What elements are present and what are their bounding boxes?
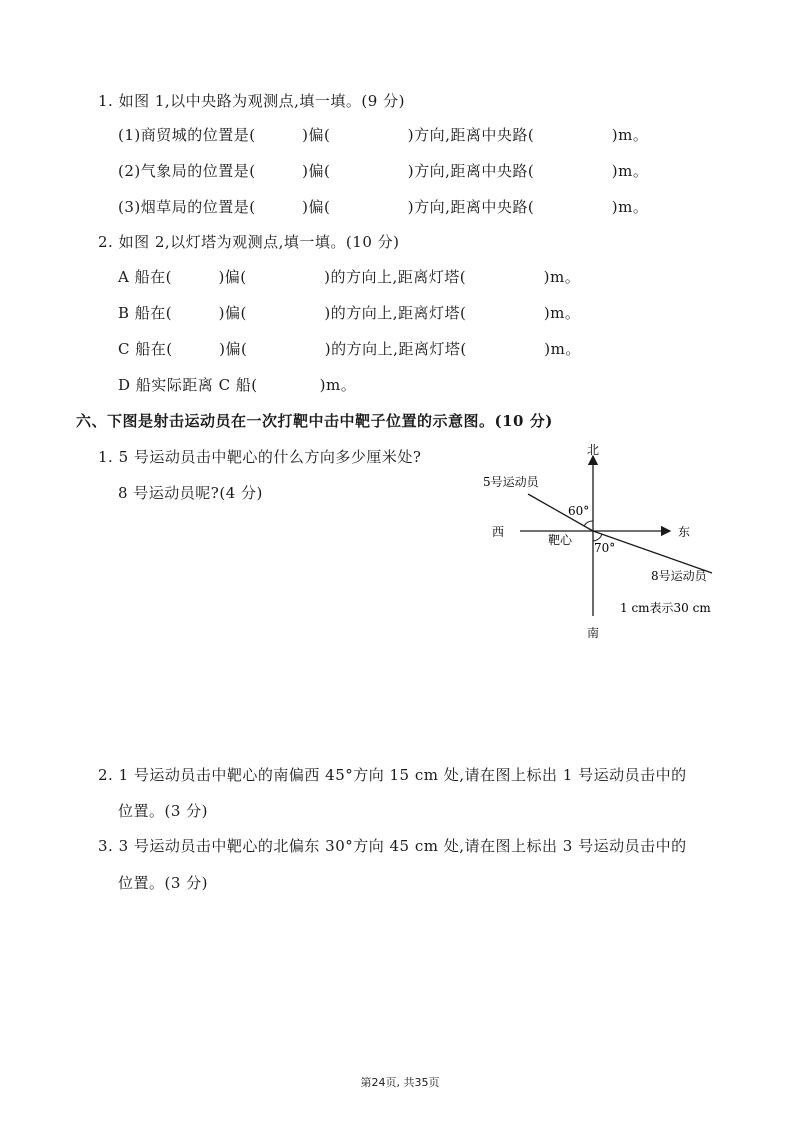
q1-title: 1. 如图 1,以中央路为观测点,填一填。(9 分) [98, 92, 405, 110]
q1-item-3: (3)烟草局的位置是( )偏( )方向,距离中央路( )m。 [118, 198, 649, 216]
page-footer: 第24页, 共35页 [360, 1076, 440, 1089]
athlete5-label: 5号运动员 [483, 475, 539, 489]
shooting-diagram [480, 440, 740, 640]
q1-item-1: (1)商贸城的位置是( )偏( )方向,距离中央路( )m。 [118, 126, 649, 144]
q2-item-a: A 船在( )偏( )的方向上,距离灯塔( )m。 [118, 268, 581, 286]
q2-item-c: C 船在( )偏( )的方向上,距离灯塔( )m。 [118, 340, 581, 358]
angle8-arc [593, 534, 602, 541]
s6-q1-line2: 8 号运动员呢?(4 分) [118, 484, 263, 502]
q2-title: 2. 如图 2,以灯塔为观测点,填一填。(10 分) [98, 233, 400, 251]
west-label: 西 [492, 525, 505, 539]
center-label: 靶心 [548, 533, 573, 547]
scale-label: 1 cm表示30 cm [620, 601, 711, 615]
s6-q3-line1: 3. 3 号运动员击中靶心的北偏东 30°方向 45 cm 处,请在图上标出 3 号运动员击中的 [98, 837, 687, 855]
section6-heading: 六、下图是射击运动员在一次打靶中击中靶子位置的示意图。(10 分) [76, 412, 553, 430]
q1-item-2: (2)气象局的位置是( )偏( )方向,距离中央路( )m。 [118, 162, 649, 180]
angle8-label: 70° [594, 541, 616, 555]
athlete8-label: 8号运动员 [651, 569, 707, 583]
angle5-arc [584, 521, 593, 526]
s6-q2-line1: 2. 1 号运动员击中靶心的南偏西 45°方向 15 cm 处,请在图上标出 1 号运动员击中的 [98, 766, 687, 784]
east-label: 东 [678, 525, 691, 539]
south-label: 南 [587, 626, 600, 640]
s6-q2-line2: 位置。(3 分) [118, 802, 209, 820]
angle5-label: 60° [568, 504, 590, 518]
s6-q3-line2: 位置。(3 分) [118, 874, 209, 892]
q2-item-d: D 船实际距离 C 船( )m。 [118, 376, 357, 394]
s6-q1-line1: 1. 5 号运动员击中靶心的什么方向多少厘米处? [98, 448, 422, 466]
north-label: 北 [587, 443, 600, 457]
q2-item-b: B 船在( )偏( )的方向上,距离灯塔( )m。 [118, 304, 581, 322]
